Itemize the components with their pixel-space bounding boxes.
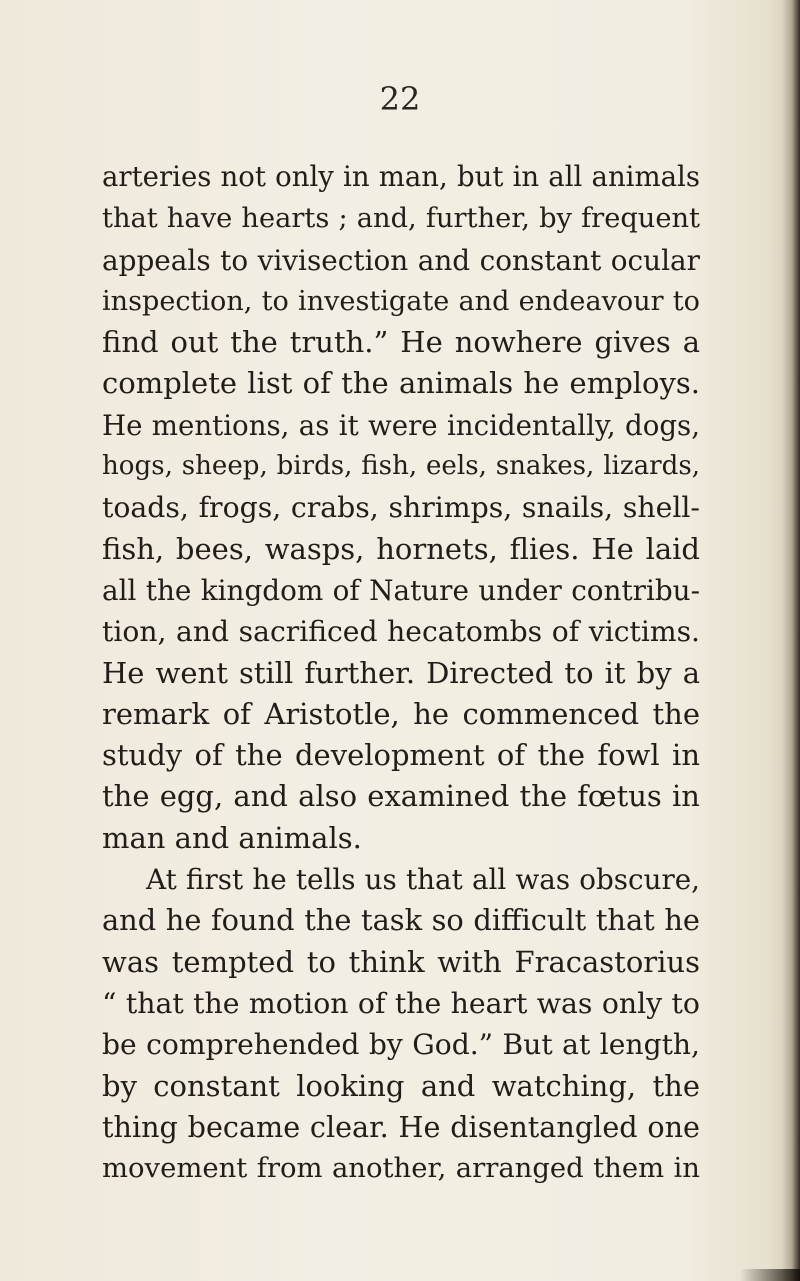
text-line: and he found the task so difficult that he <box>102 903 700 938</box>
text-line: by constant looking and watching, the <box>102 1068 700 1103</box>
text-line: appeals to vivisection and constant ocular <box>102 243 700 277</box>
page-number: 22 <box>379 80 421 118</box>
text-line: remark of Aristotle, he commenced the <box>102 696 700 731</box>
text-line: man and animals. <box>102 820 362 855</box>
text-line: tion, and sacrificed hecatombs of victims. <box>102 615 700 649</box>
text-line: inspection, to investigate and endeavour to <box>102 285 700 317</box>
text-line: thing became clear. He disentangled one <box>102 1109 700 1144</box>
body-text <box>102 157 700 1189</box>
text-line: the egg, and also examined the fœtus in <box>102 779 700 814</box>
text-line: study of the development of the fowl in <box>102 738 700 773</box>
text-line: complete list of the animals he employs. <box>102 366 700 401</box>
text-line: “ that the motion of the heart was only to <box>102 986 700 1020</box>
text-line: He went still further. Directed to it by a <box>102 655 700 690</box>
text-line: was tempted to think with Fracastorius <box>102 944 700 979</box>
text-line: movement from another, arranged them in <box>102 1153 700 1185</box>
text-line: find out the truth.” He nowhere gives a <box>102 325 700 360</box>
text-line: toads, frogs, crabs, shrimps, snails, shell- <box>102 491 700 525</box>
text-line: be comprehended by God.” But at length, <box>102 1028 700 1062</box>
text-line: hogs, sheep, birds, fish, eels, snakes, lizards, <box>102 451 700 482</box>
text-line: He mentions, as it were incidentally, dogs, <box>102 408 700 442</box>
text-line: arteries not only in man, but in all animals <box>102 161 700 193</box>
text-line: fish, bees, wasps, hornets, flies. He laid <box>102 531 700 566</box>
text-line: that have hearts ; and, further, by frequent <box>102 203 700 235</box>
page-corner-shadow <box>740 1269 800 1281</box>
text-line: all the kingdom of Nature under contribu- <box>102 573 700 607</box>
text-line: At first he tells us that all was obscure, <box>146 863 700 897</box>
page-edge-shadow <box>782 0 800 1281</box>
